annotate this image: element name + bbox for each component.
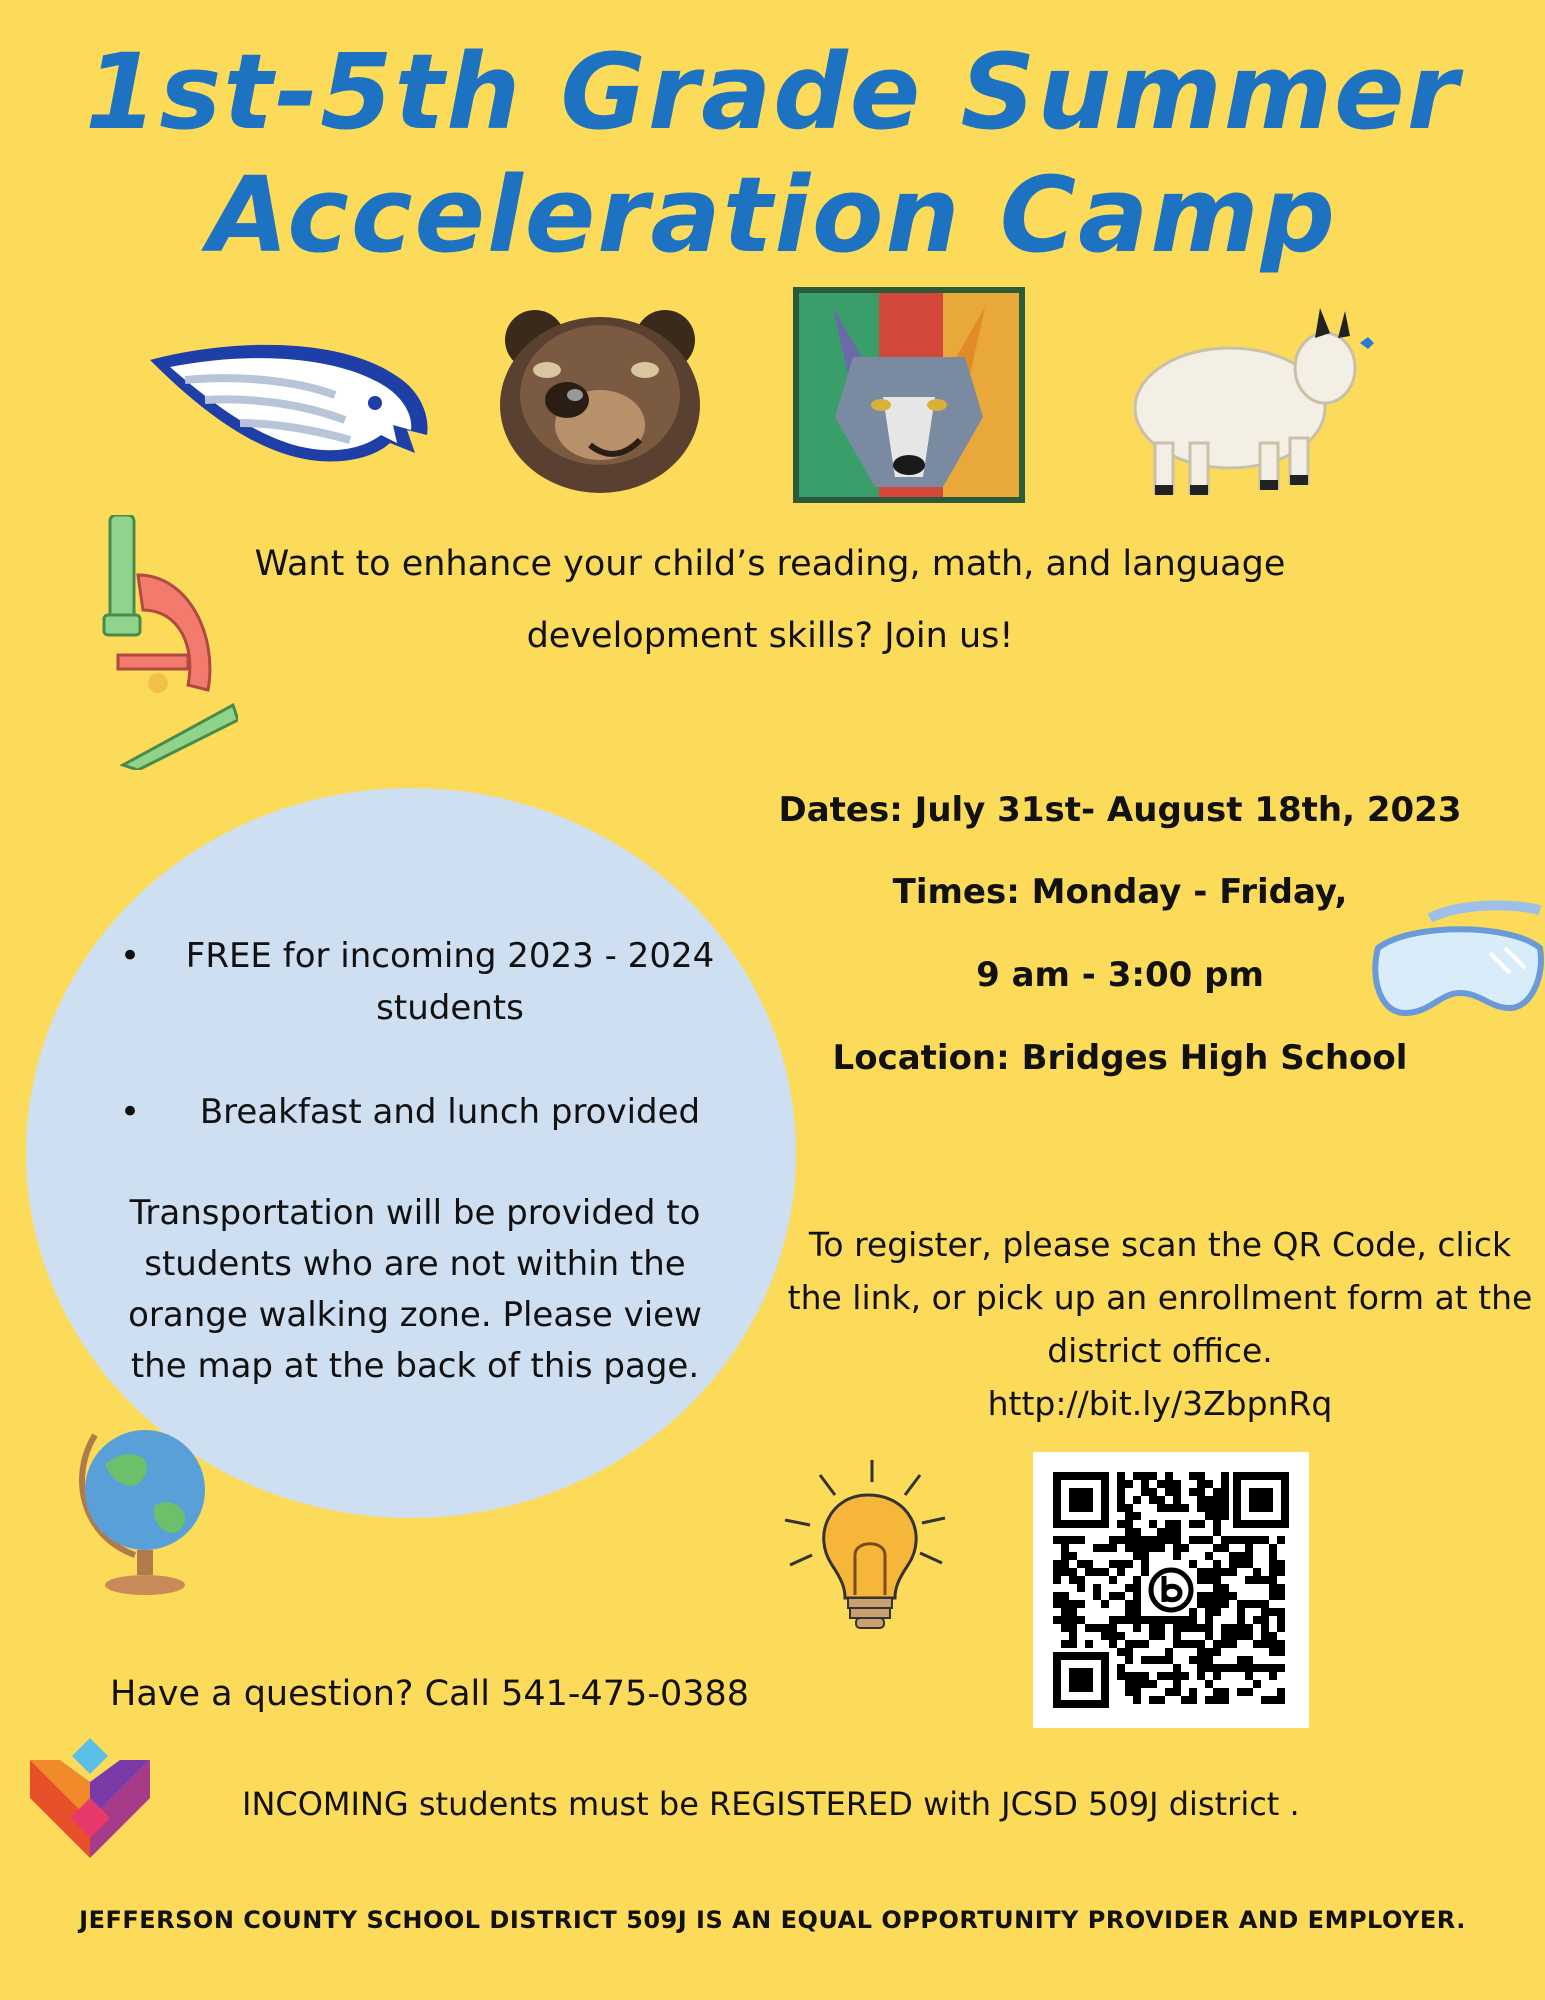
eagle-icon	[145, 335, 435, 470]
transportation-note: Transportation will be provided to students who are not within the orange walking zone. Please view the map at the back of this page.	[128, 1193, 702, 1386]
equal-opportunity-footer: JEFFERSON COUNTY SCHOOL DISTRICT 509J IS AN EQUAL OPPORTUNITY PROVIDER AND EMPLOYER.	[79, 1906, 1466, 1934]
qr-code[interactable]	[1033, 1452, 1309, 1728]
lightbulb-icon	[780, 1460, 950, 1640]
times-text: Times: Monday - Friday,	[892, 872, 1348, 912]
location-text: Location: Bridges High School	[832, 1038, 1408, 1078]
dates-text: Dates: July 31st- August 18th, 2023	[778, 790, 1462, 830]
wolf-icon	[793, 287, 1025, 503]
registration-requirement: INCOMING students must be REGISTERED with JCSD 509J district .	[242, 1785, 1300, 1823]
globe-icon	[75, 1415, 215, 1600]
registration-link[interactable]: http://bit.ly/3ZbpnRq	[987, 1384, 1333, 1423]
goggles-icon	[1370, 898, 1545, 1038]
registration-text: To register, please scan the QR Code, click the link, or pick up an enrollment form at the district office.	[787, 1225, 1533, 1370]
bear-icon	[495, 300, 705, 495]
list-item: • Breakfast and lunch provided	[110, 1086, 750, 1138]
intro-line-2: development skills? Join us!	[526, 616, 1014, 656]
district-logo	[30, 1738, 150, 1858]
benefits-list	[110, 930, 750, 1190]
intro-line-1: Want to enhance your child’s reading, math, and language	[254, 544, 1286, 584]
registration-instructions	[780, 1218, 1540, 1430]
page-title-line-1: 1st-5th Grade Summer	[85, 31, 1460, 153]
hours-text: 9 am - 3:00 pm	[976, 955, 1264, 995]
list-item: • FREE for incoming 2023 - 2024 students	[110, 930, 750, 1034]
contact-phone: Have a question? Call 541-475-0388	[110, 1674, 750, 1714]
page-title-line-2: Acceleration Camp	[207, 154, 1338, 276]
mountain-goat-icon	[1120, 303, 1380, 503]
